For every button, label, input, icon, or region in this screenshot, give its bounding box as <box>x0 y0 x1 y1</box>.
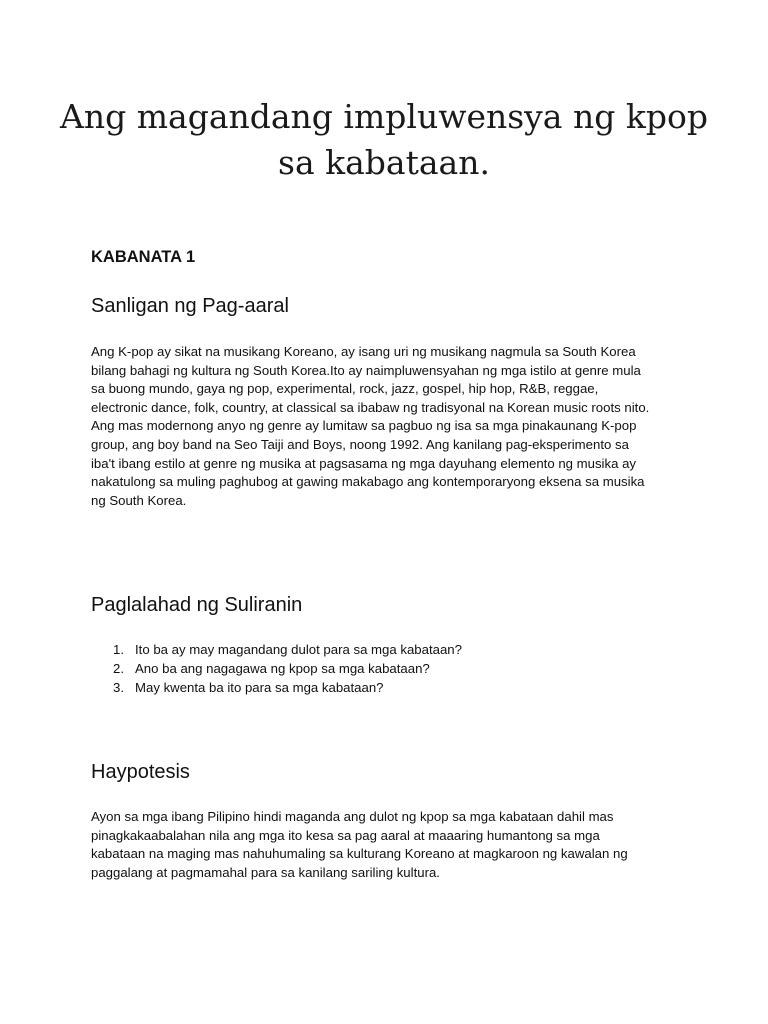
title-line-2: sa kabataan. <box>278 143 490 182</box>
list-item-number: 3. <box>113 680 124 695</box>
haypotesis-paragraph: Ayon sa mga ibang Pilipino hindi maganda ang dulot ng kpop sa mga kabataan dahil mas pinagkakaabalahan nila ang mga ito kesa sa pag aaral at maaaring humantong sa mga kabataan na maging mas nahuhumaling sa kulturang Koreano at magkaroon ng kawalan ng paggalang at pagmamahal para sa kanilang sariling kultura. <box>91 809 628 880</box>
list-item-text: Ito ba ay may magandang dulot para sa mga kabataan? <box>135 642 462 657</box>
list-item-number: 1. <box>113 642 124 657</box>
sanligan-paragraph: Ang K-pop ay sikat na musikang Koreano, ay isang uri ng musikang nagmula sa South Korea bilang bahagi ng kultura ng South Korea.Ito ay naimpluwensyahan ng mga istilo at genre mula sa buong mundo, gaya ng pop, experimental, rock, jazz, gospel, hip hop, R&B, reggae, electronic dance, folk, country, at classical sa ibabaw ng tradisyonal na Korean music roots nito. Ang mas modernong anyo ng genre ay lumitaw sa pagbuo ng isa sa mga pinakaunang K-pop group, ang boy band na Seo Taiji and Boys, noong 1992. Ang kanilang pag-eksperimento sa iba't ibang estilo at genre ng musika at pagsasama ng mga dayuhang elemento ng musika ay nakatulong sa muling paghubog at gawing makabago ang kontemporaryong eksena sa musika ng South Korea. <box>91 344 650 508</box>
list-item-text: Ano ba ang nagagawa ng kpop sa mga kabataan? <box>135 661 430 676</box>
section-heading-haypotesis: Haypotesis <box>91 761 190 783</box>
list-item-text: May kwenta ba ito para sa mga kabataan? <box>135 680 384 695</box>
section-heading-suliranin: Paglalahad ng Suliranin <box>91 594 303 616</box>
section-heading-sanligan: Sanligan ng Pag-aaral <box>91 295 289 317</box>
list-item <box>91 659 691 678</box>
title-line-1: Ang magandang impluwensya ng kpop <box>60 97 708 136</box>
problem-list <box>91 640 691 697</box>
document-title <box>60 94 708 186</box>
list-item <box>91 640 691 659</box>
list-item <box>91 678 691 697</box>
chapter-heading: KABANATA 1 <box>91 248 196 266</box>
list-item-number: 2. <box>113 661 124 676</box>
